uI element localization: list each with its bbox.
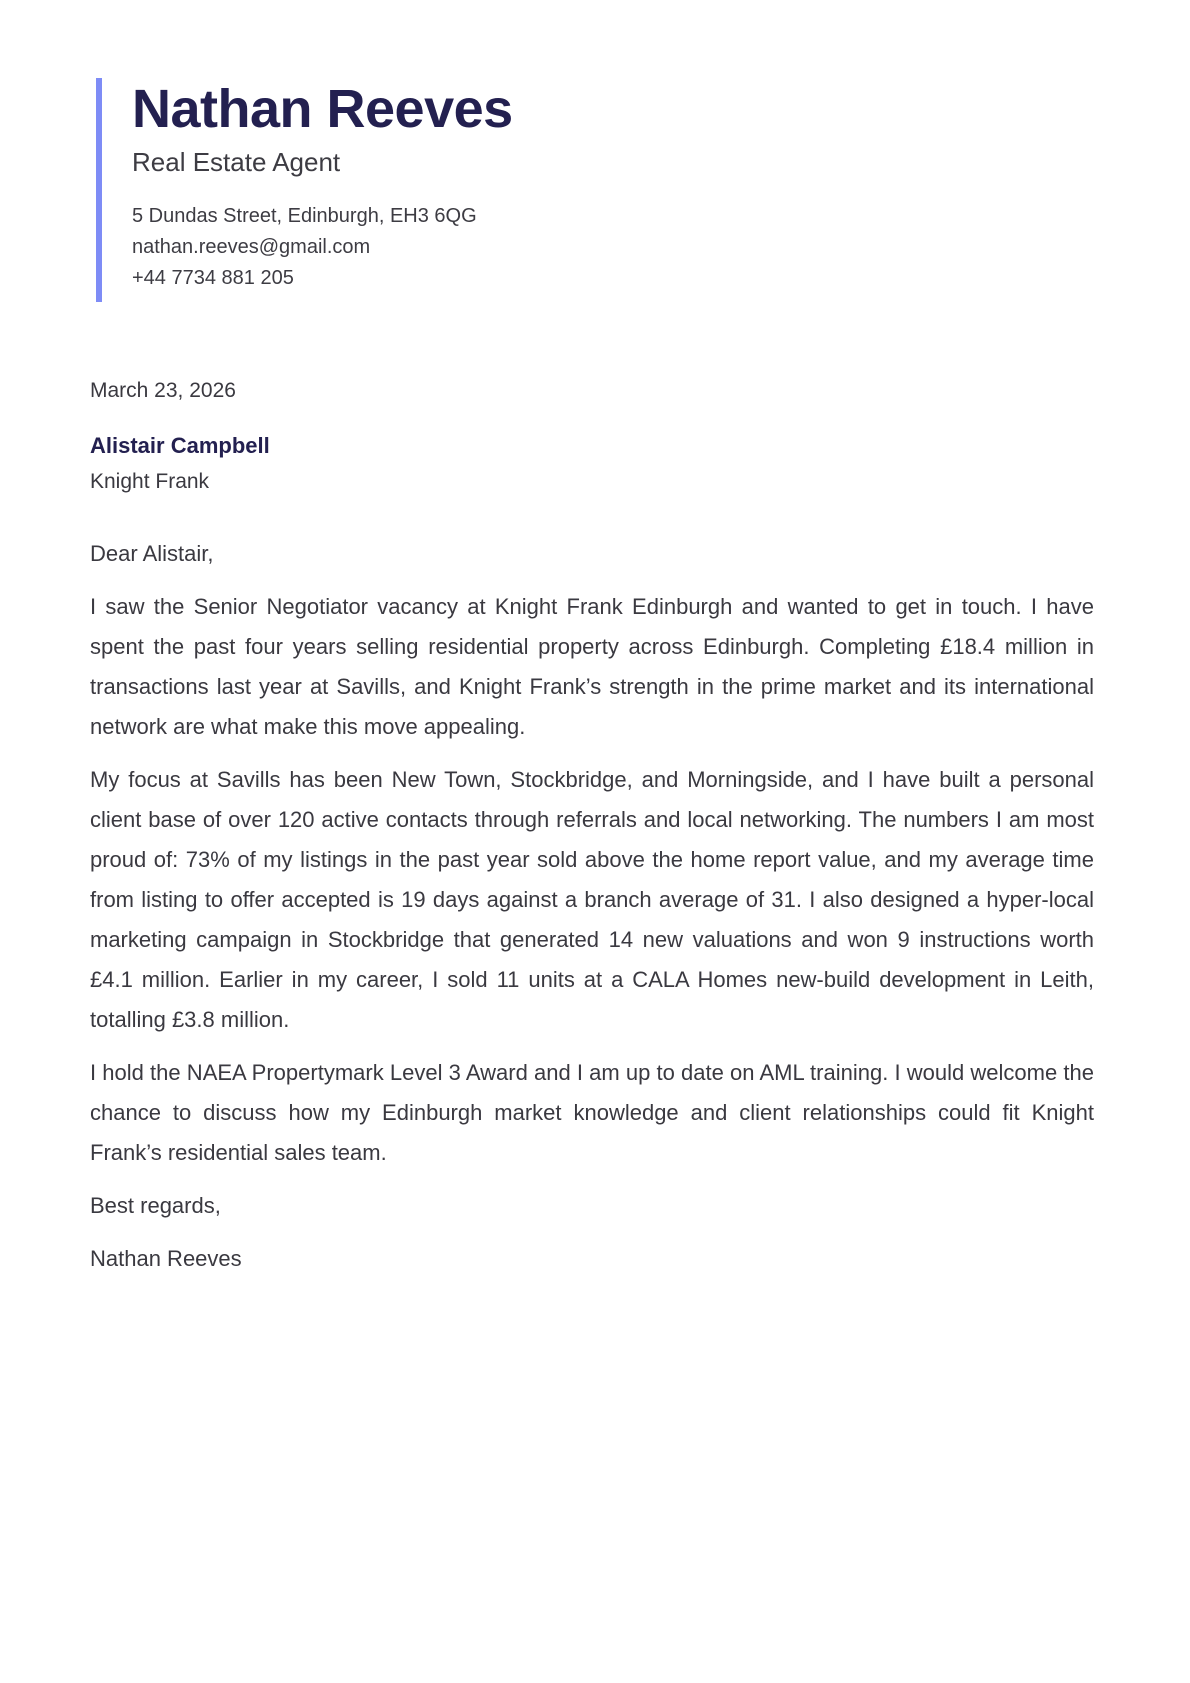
recipient-name: Alistair Campbell — [90, 432, 270, 458]
body-paragraph-2: My focus at Savills has been New Town, Stockbridge, and Morningside, and I have built a personal client base of over 120 active contacts through referrals and local networking. The numbers I am most proud of: 73% of my listings in the past year sold above the home report value, and my average time from listing to offer accepted is 19 days against a branch average of 31. I also designed a hyper-local marketing campaign in Stockbridge that generated 14 new valuations and won 9 instructions worth £4.1 million. Earlier in my career, I sold 11 units at a CALA Homes new-build development in Leith, totalling £3.8 million. — [90, 767, 1094, 1033]
body-paragraph-3: I hold the NAEA Propertymark Level 3 Award and I am up to date on AML training. I would welcome the chance to discuss how my Edinburgh market knowledge and client relationships could fit Knight Frank’s residential sales team. — [90, 1060, 1094, 1166]
sender-job-title: Real Estate Agent — [132, 147, 341, 177]
sender-email: nathan.reeves@gmail.com — [132, 235, 371, 258]
salutation: Dear Alistair, — [90, 541, 214, 567]
recipient-company: Knight Frank — [90, 470, 210, 494]
sender-phone: +44 7734 881 205 — [132, 266, 294, 289]
closing: Best regards, — [90, 1193, 221, 1219]
letter-content — [90, 378, 1094, 1280]
signature-name: Nathan Reeves — [90, 1246, 242, 1272]
sender-address: 5 Dundas Street, Edinburgh, EH3 6QG — [132, 204, 477, 227]
letter-body — [90, 534, 1094, 1279]
body-paragraph-1: I saw the Senior Negotiator vacancy at Knight Frank Edinburgh and wanted to get in touch. I have spent the past four years selling residential property across Edinburgh. Completing £18.4 million in transactions last year at Savills, and Knight Frank’s strength in the prime market and its international network are what make this move appealing. — [90, 594, 1094, 740]
sender-contact-block — [132, 201, 1094, 294]
sender-name: Nathan Reeves — [132, 79, 513, 139]
letter-date: March 23, 2026 — [90, 378, 236, 402]
recipient-block — [90, 433, 1094, 495]
letter-header — [96, 78, 1094, 302]
